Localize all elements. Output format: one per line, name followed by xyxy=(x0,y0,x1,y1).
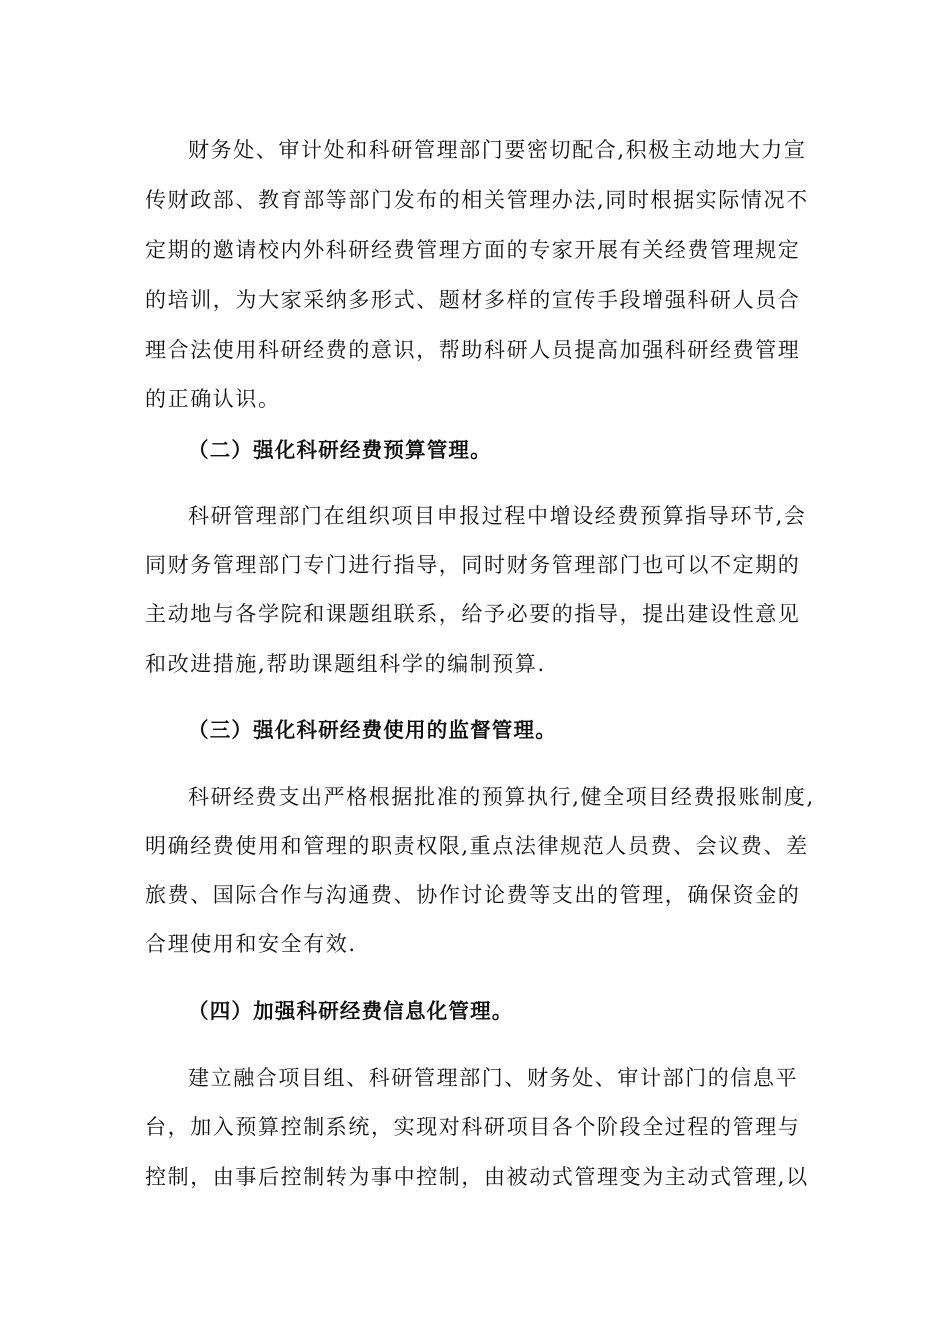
paragraph-line: 科研经费支出严格根据批准的预算执行,健全项目经费报账制度, xyxy=(188,785,815,809)
paragraph-line: 财务处、审计处和科研管理部门要密切配合,积极主动地大力宣 xyxy=(188,138,807,162)
paragraph-line: 传财政部、教育部等部门发布的相关管理办法,同时根据实际情况不 xyxy=(145,188,809,212)
paragraph-line: 建立融合项目组、科研管理部门、财务处、审计部门的信息平 xyxy=(188,1066,799,1090)
paragraph-line: 台，加入预算控制系统，实现对科研项目各个阶段全过程的管理与 xyxy=(145,1115,801,1139)
paragraph-line: 明确经费使用和管理的职责权限,重点法律规范人员费、会议费、差 xyxy=(145,834,809,858)
paragraph-line: 和改进措施,帮助课题组科学的编制预算. xyxy=(145,652,546,676)
paragraph-line: 合理使用和安全有效. xyxy=(145,932,357,956)
paragraph-line: 的正确认识。 xyxy=(145,387,281,411)
paragraph-line: 的培训，为大家采纳多形式、题材多样的宣传手段增强科研人员合 xyxy=(145,288,801,312)
section-heading: （四）加强科研经费信息化管理。 xyxy=(188,999,514,1023)
paragraph-line: 定期的邀请校内外科研经费管理方面的专家开展有关经费管理规定 xyxy=(145,238,801,262)
section-heading: （二）强化科研经费预算管理。 xyxy=(188,438,492,462)
section-heading: （三）强化科研经费使用的监督管理。 xyxy=(188,718,557,742)
paragraph-line: 控制，由事后控制转为事中控制，由被动式管理变为主动式管理,以 xyxy=(145,1165,809,1189)
paragraph-line: 科研管理部门在组织项目申报过程中增设经费预算指导环节,会 xyxy=(188,504,807,528)
paragraph-line: 同财务管理部门专门进行指导，同时财务管理部门也可以不定期的 xyxy=(145,553,801,577)
paragraph-line: 旅费、国际合作与沟通费、协作讨论费等支出的管理，确保资金的 xyxy=(145,883,801,907)
paragraph-line: 主动地与各学院和课题组联系，给予必要的指导，提出建设性意见 xyxy=(145,602,801,626)
paragraph-line: 理合法使用科研经费的意识，帮助科研人员提高加强科研经费管理 xyxy=(145,338,801,362)
